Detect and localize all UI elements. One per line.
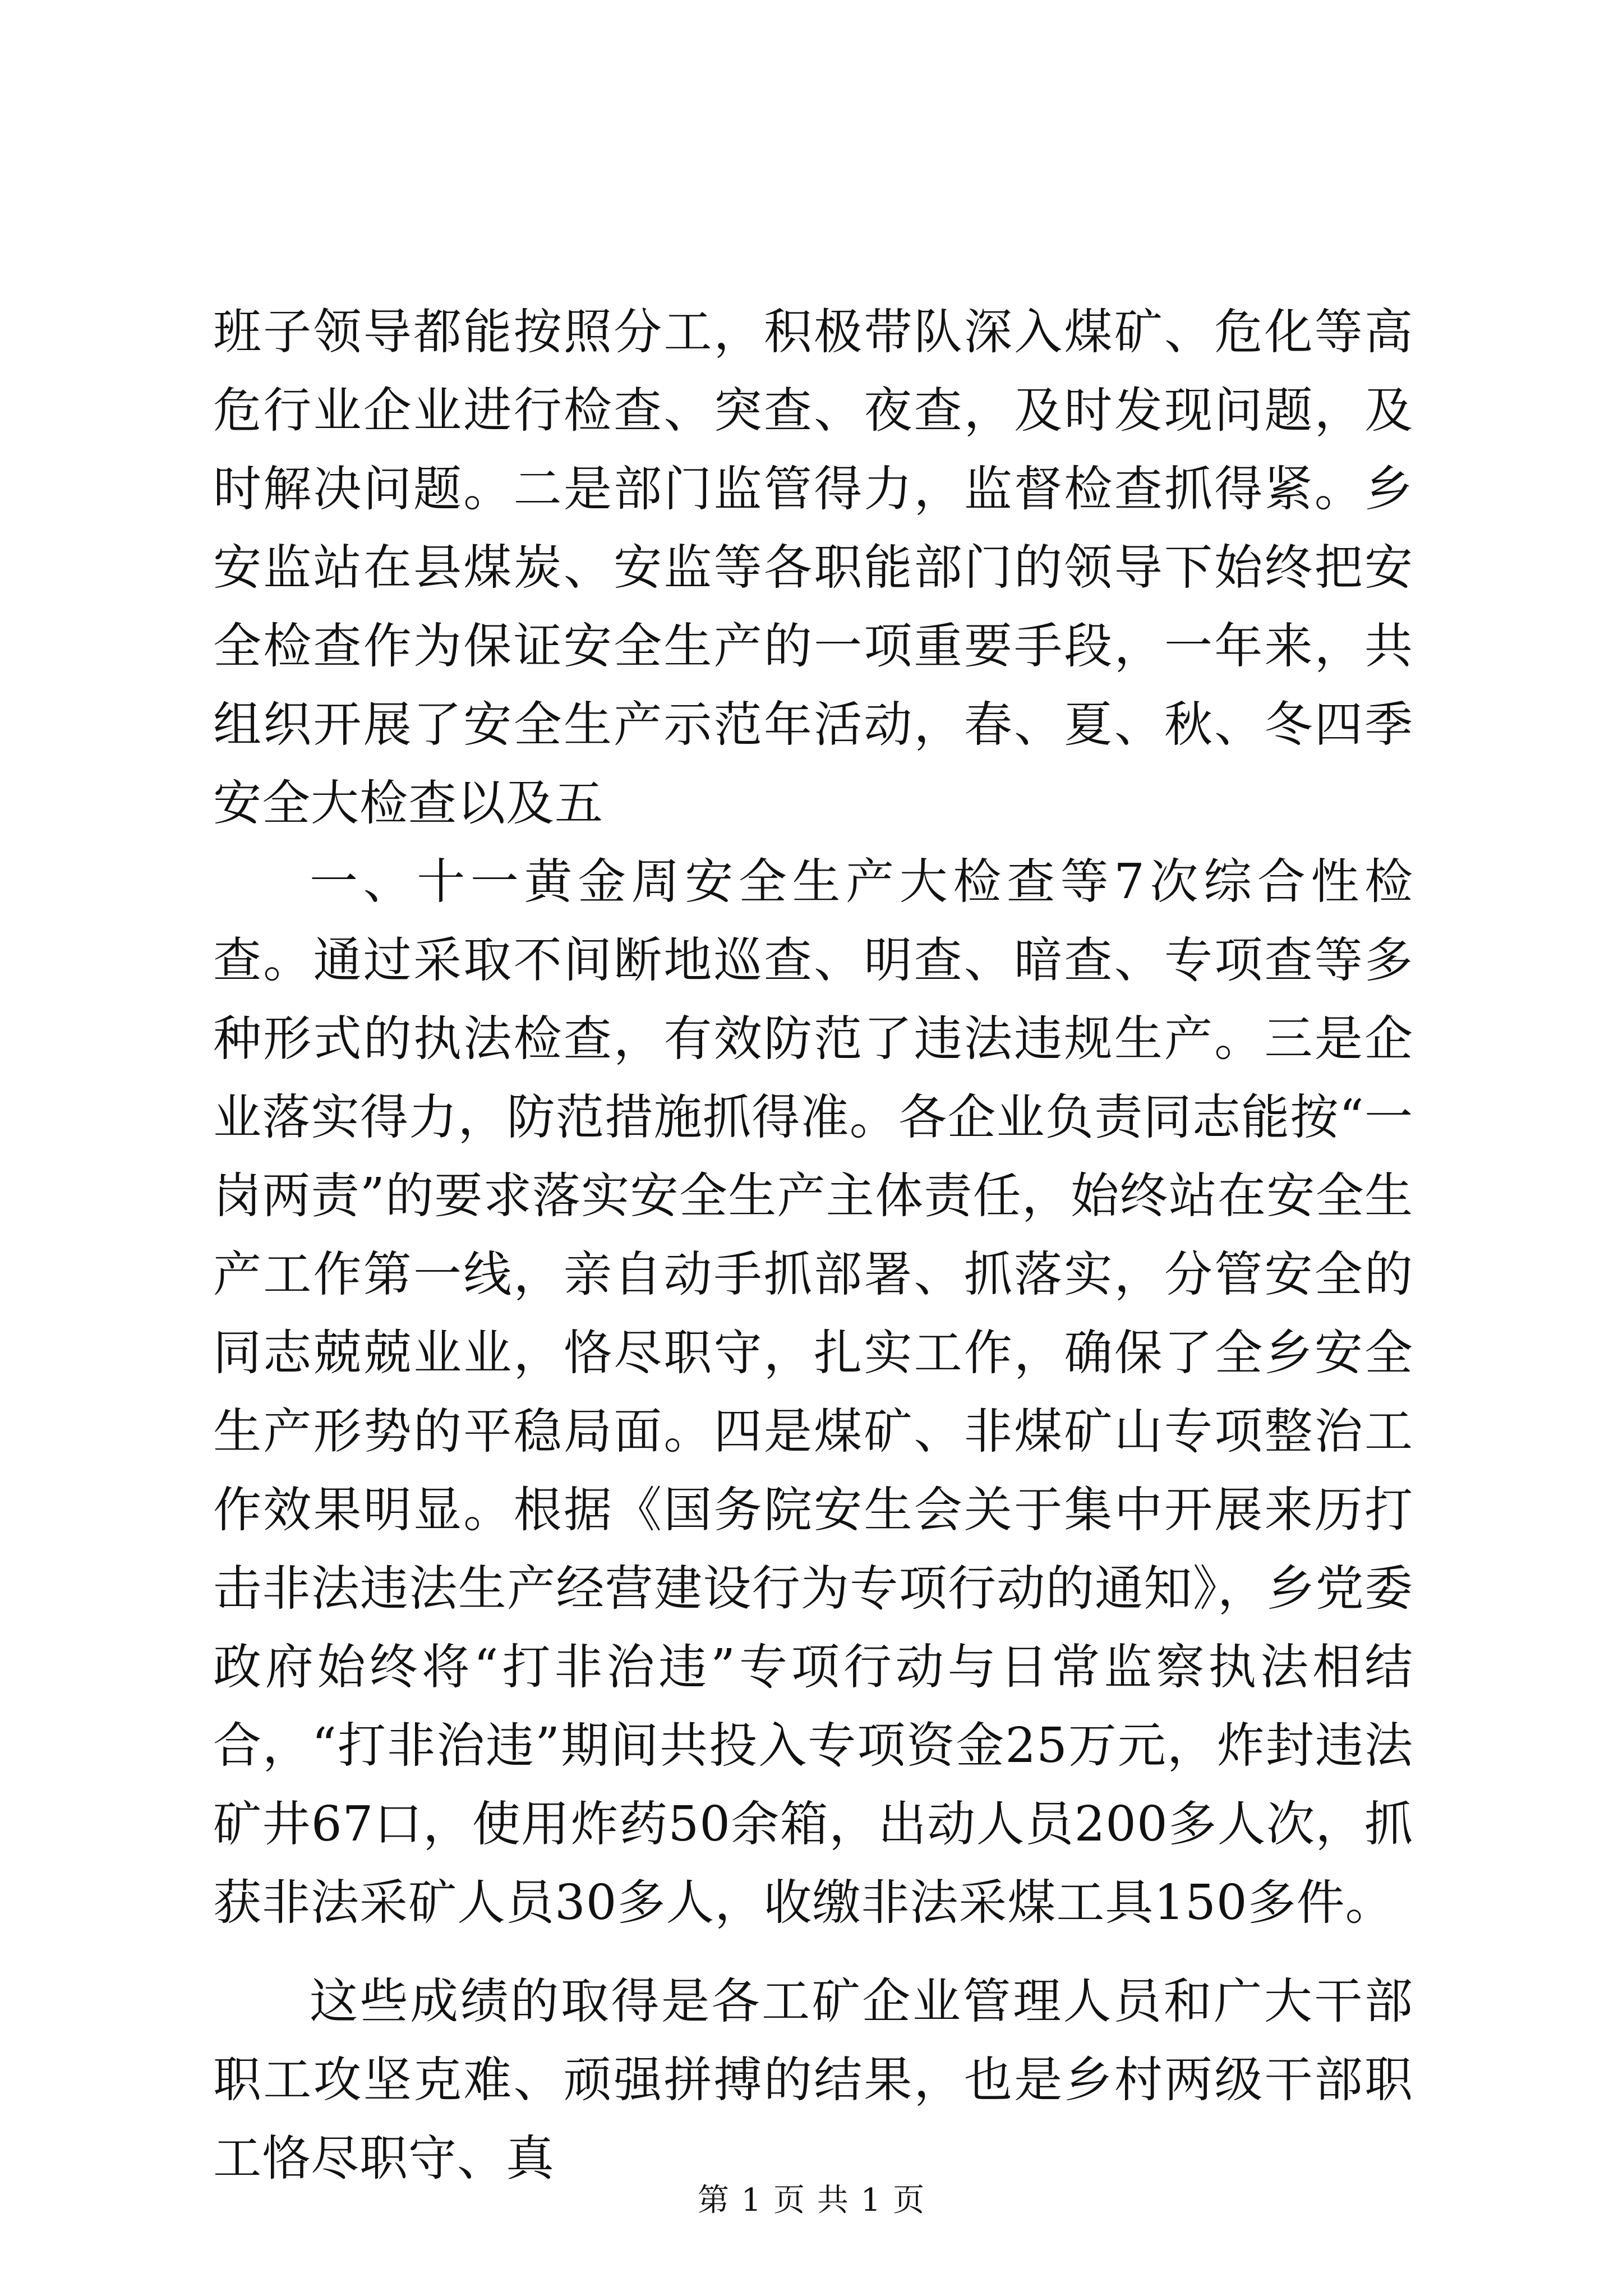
paragraph-achievements: 这些成绩的取得是各工矿企业管理人员和广大干部职工攻坚克难、顽强拼搏的结果，也是乡村两级干部职工恪尽职守、真 (213, 1973, 1413, 2187)
page-footer: 第 1 页 共 1 页 (697, 2182, 926, 2219)
document-body (213, 293, 1413, 2198)
paragraph-inspection: 一、十一黄金周安全生产大检查等7次综合性检查。通过采取不间断地巡查、明查、暗查、专项查等多种形式的执法检查，有效防范了违法违规生产。三是企业落实得力，防范措施抓得准。各企业负责同志能按“一岗两责”的要求落实安全生产主体责任，始终站在安全生产工作第一线，亲自动手抓部署、抓落实，分管安全的同志兢兢业业，恪尽职守，扎实工作，确保了全乡安全生产形势的平稳局面。四是煤矿、非煤矿山专项整治工作效果明显。根据《国务院安生会关于集中开展来历打击非法违法生产经营建设行为专项行动的通知》，乡党委政府始终将“打非治违”专项行动与日常监察执法相结合，“打非治违”期间共投入专项资金25万元，炸封违法矿井67口，使用炸药50余箱，出动人员200多人次，抓获非法采矿人员30多人，收缴非法采煤工具150多件。 (213, 854, 1413, 1931)
paragraph-continuation: 班子领导都能按照分工，积极带队深入煤矿、危化等高危行业企业进行检查、突查、夜查，及时发现问题，及时解决问题。二是部门监管得力，监督检查抓得紧。乡安监站在县煤炭、安监等各职能部门的领导下始终把安全检查作为保证安全生产的一项重要手段，一年来，共组织开展了安全生产示范年活动，春、夏、秋、冬四季安全大检查以及五 (213, 304, 1413, 831)
